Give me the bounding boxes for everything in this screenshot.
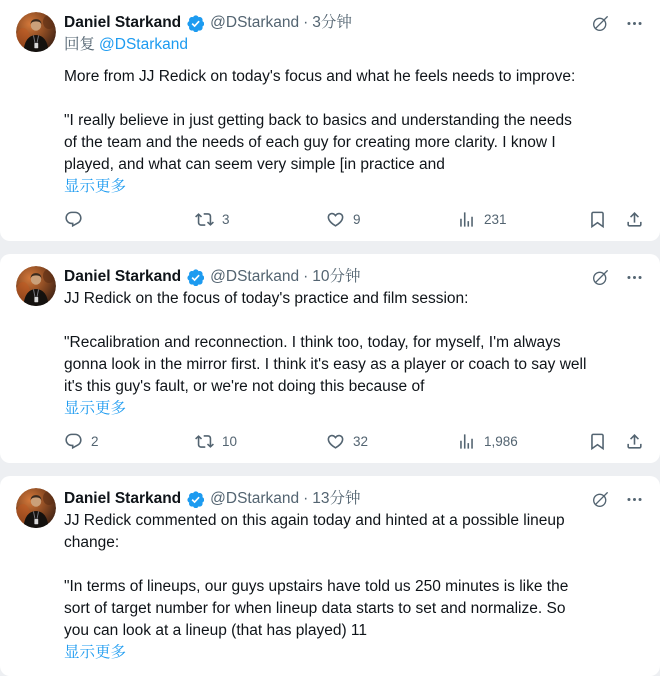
tweet-text-line — [64, 310, 644, 332]
tweet-header — [64, 266, 644, 288]
reply-button[interactable] — [64, 432, 195, 451]
views-icon — [457, 432, 476, 451]
repost-count: 10 — [222, 434, 238, 449]
reply-prefix-label: 回复 — [64, 36, 96, 53]
author-name[interactable]: Daniel Starkand — [64, 490, 182, 507]
views-icon — [457, 210, 476, 229]
show-more-link[interactable]: 显示更多 — [64, 178, 127, 195]
view-count: 1,986 — [484, 434, 518, 449]
tweet-text-line: JJ Redick on the focus of today's practice and film session: — [64, 290, 469, 307]
show-more-link[interactable]: 显示更多 — [64, 400, 127, 417]
grok-icon[interactable] — [591, 14, 610, 33]
tweet-text — [64, 66, 644, 198]
tweet-text-line: sort of target number for when lineup data starts to set and normalize. So — [64, 600, 566, 617]
timestamp[interactable]: 10分钟 — [312, 268, 361, 285]
like-icon — [326, 210, 345, 229]
grok-icon[interactable] — [591, 268, 610, 287]
share-icon — [625, 432, 644, 451]
avatar-image — [16, 488, 56, 528]
tweet-action-bar — [64, 210, 644, 229]
dot-separator: · — [303, 490, 309, 507]
tweet-text-line: you can look at a lineup (that has played) 11 — [64, 622, 368, 639]
tweet-text-line: "Recalibration and reconnection. I think too, today, for myself, I'm always — [64, 334, 561, 351]
share-button[interactable] — [625, 432, 644, 451]
reply-icon — [64, 210, 83, 229]
tweet-text-line: of the team and the needs of each guy for creating more clarity. I know I — [64, 134, 556, 151]
author-name[interactable]: Daniel Starkand — [64, 268, 182, 285]
tweet-card-1[interactable] — [0, 0, 660, 241]
tweet-text-line — [64, 554, 644, 576]
share-button[interactable] — [625, 210, 644, 229]
verified-badge-icon — [186, 14, 204, 32]
repost-icon — [195, 210, 214, 229]
tweet-text-line: More from JJ Redick on today's focus and what he feels needs to improve: — [64, 68, 576, 85]
repost-button[interactable] — [195, 432, 326, 451]
bookmark-icon — [588, 432, 607, 451]
like-button[interactable] — [326, 210, 457, 229]
repost-icon — [195, 432, 214, 451]
bookmark-icon — [588, 210, 607, 229]
tweet-text-line: gonna look in the mirror first. I think it's easy as a player or coach to say well — [64, 356, 587, 373]
show-more-link[interactable]: 显示更多 — [64, 644, 127, 661]
avatar-image — [16, 12, 56, 52]
tweet-header — [64, 488, 644, 510]
tweet-text-line: "I really believe in just getting back to basics and understanding the needs — [64, 112, 572, 129]
author-handle[interactable]: @DStarkand — [210, 268, 300, 285]
avatar-image — [16, 266, 56, 306]
tweet-card-3[interactable] — [0, 476, 660, 676]
tweet-text-line: "In terms of lineups, our guys upstairs have told us 250 minutes is like the — [64, 578, 569, 595]
avatar[interactable] — [16, 488, 56, 664]
dot-separator: · — [303, 14, 309, 31]
avatar[interactable] — [16, 12, 56, 229]
bookmark-button[interactable] — [588, 210, 607, 229]
grok-icon[interactable] — [591, 490, 610, 509]
tweet-header — [64, 12, 644, 34]
bookmark-button[interactable] — [588, 432, 607, 451]
reply-button[interactable] — [64, 210, 195, 229]
reply-to-handle-link[interactable]: @DStarkand — [99, 36, 188, 53]
tweet-text-line: JJ Redick commented on this again today and hinted at a possible lineup — [64, 512, 565, 529]
tweet-text-line: played, and what can seem very simple [in practice and — [64, 156, 445, 173]
view-count: 231 — [484, 212, 507, 227]
author-handle[interactable]: @DStarkand — [210, 490, 300, 507]
reply-icon — [64, 432, 83, 451]
tweet-text-line — [64, 88, 644, 110]
tweet-text-line: change: — [64, 534, 120, 551]
tweet-text-line: it's this guy's fault, or we're not doing this because of — [64, 378, 425, 395]
author-handle[interactable]: @DStarkand — [210, 14, 300, 31]
replying-to-line — [64, 34, 644, 56]
like-count: 32 — [353, 434, 369, 449]
verified-badge-icon — [186, 490, 204, 508]
avatar[interactable] — [16, 266, 56, 451]
timestamp[interactable]: 3分钟 — [312, 14, 352, 31]
like-button[interactable] — [326, 432, 457, 451]
more-menu-icon[interactable] — [625, 14, 644, 33]
reply-count: 2 — [91, 434, 99, 449]
tweet-text — [64, 510, 644, 664]
like-count: 9 — [353, 212, 361, 227]
more-menu-icon[interactable] — [625, 268, 644, 287]
like-icon — [326, 432, 345, 451]
verified-badge-icon — [186, 268, 204, 286]
tweet-card-2[interactable] — [0, 254, 660, 463]
author-name[interactable]: Daniel Starkand — [64, 14, 182, 31]
timestamp[interactable]: 13分钟 — [312, 490, 361, 507]
more-menu-icon[interactable] — [625, 490, 644, 509]
tweet-action-bar — [64, 432, 644, 451]
dot-separator: · — [303, 268, 309, 285]
repost-button[interactable] — [195, 210, 326, 229]
share-icon — [625, 210, 644, 229]
views-button[interactable] — [457, 210, 588, 229]
repost-count: 3 — [222, 212, 230, 227]
views-button[interactable] — [457, 432, 588, 451]
tweet-text — [64, 288, 644, 420]
